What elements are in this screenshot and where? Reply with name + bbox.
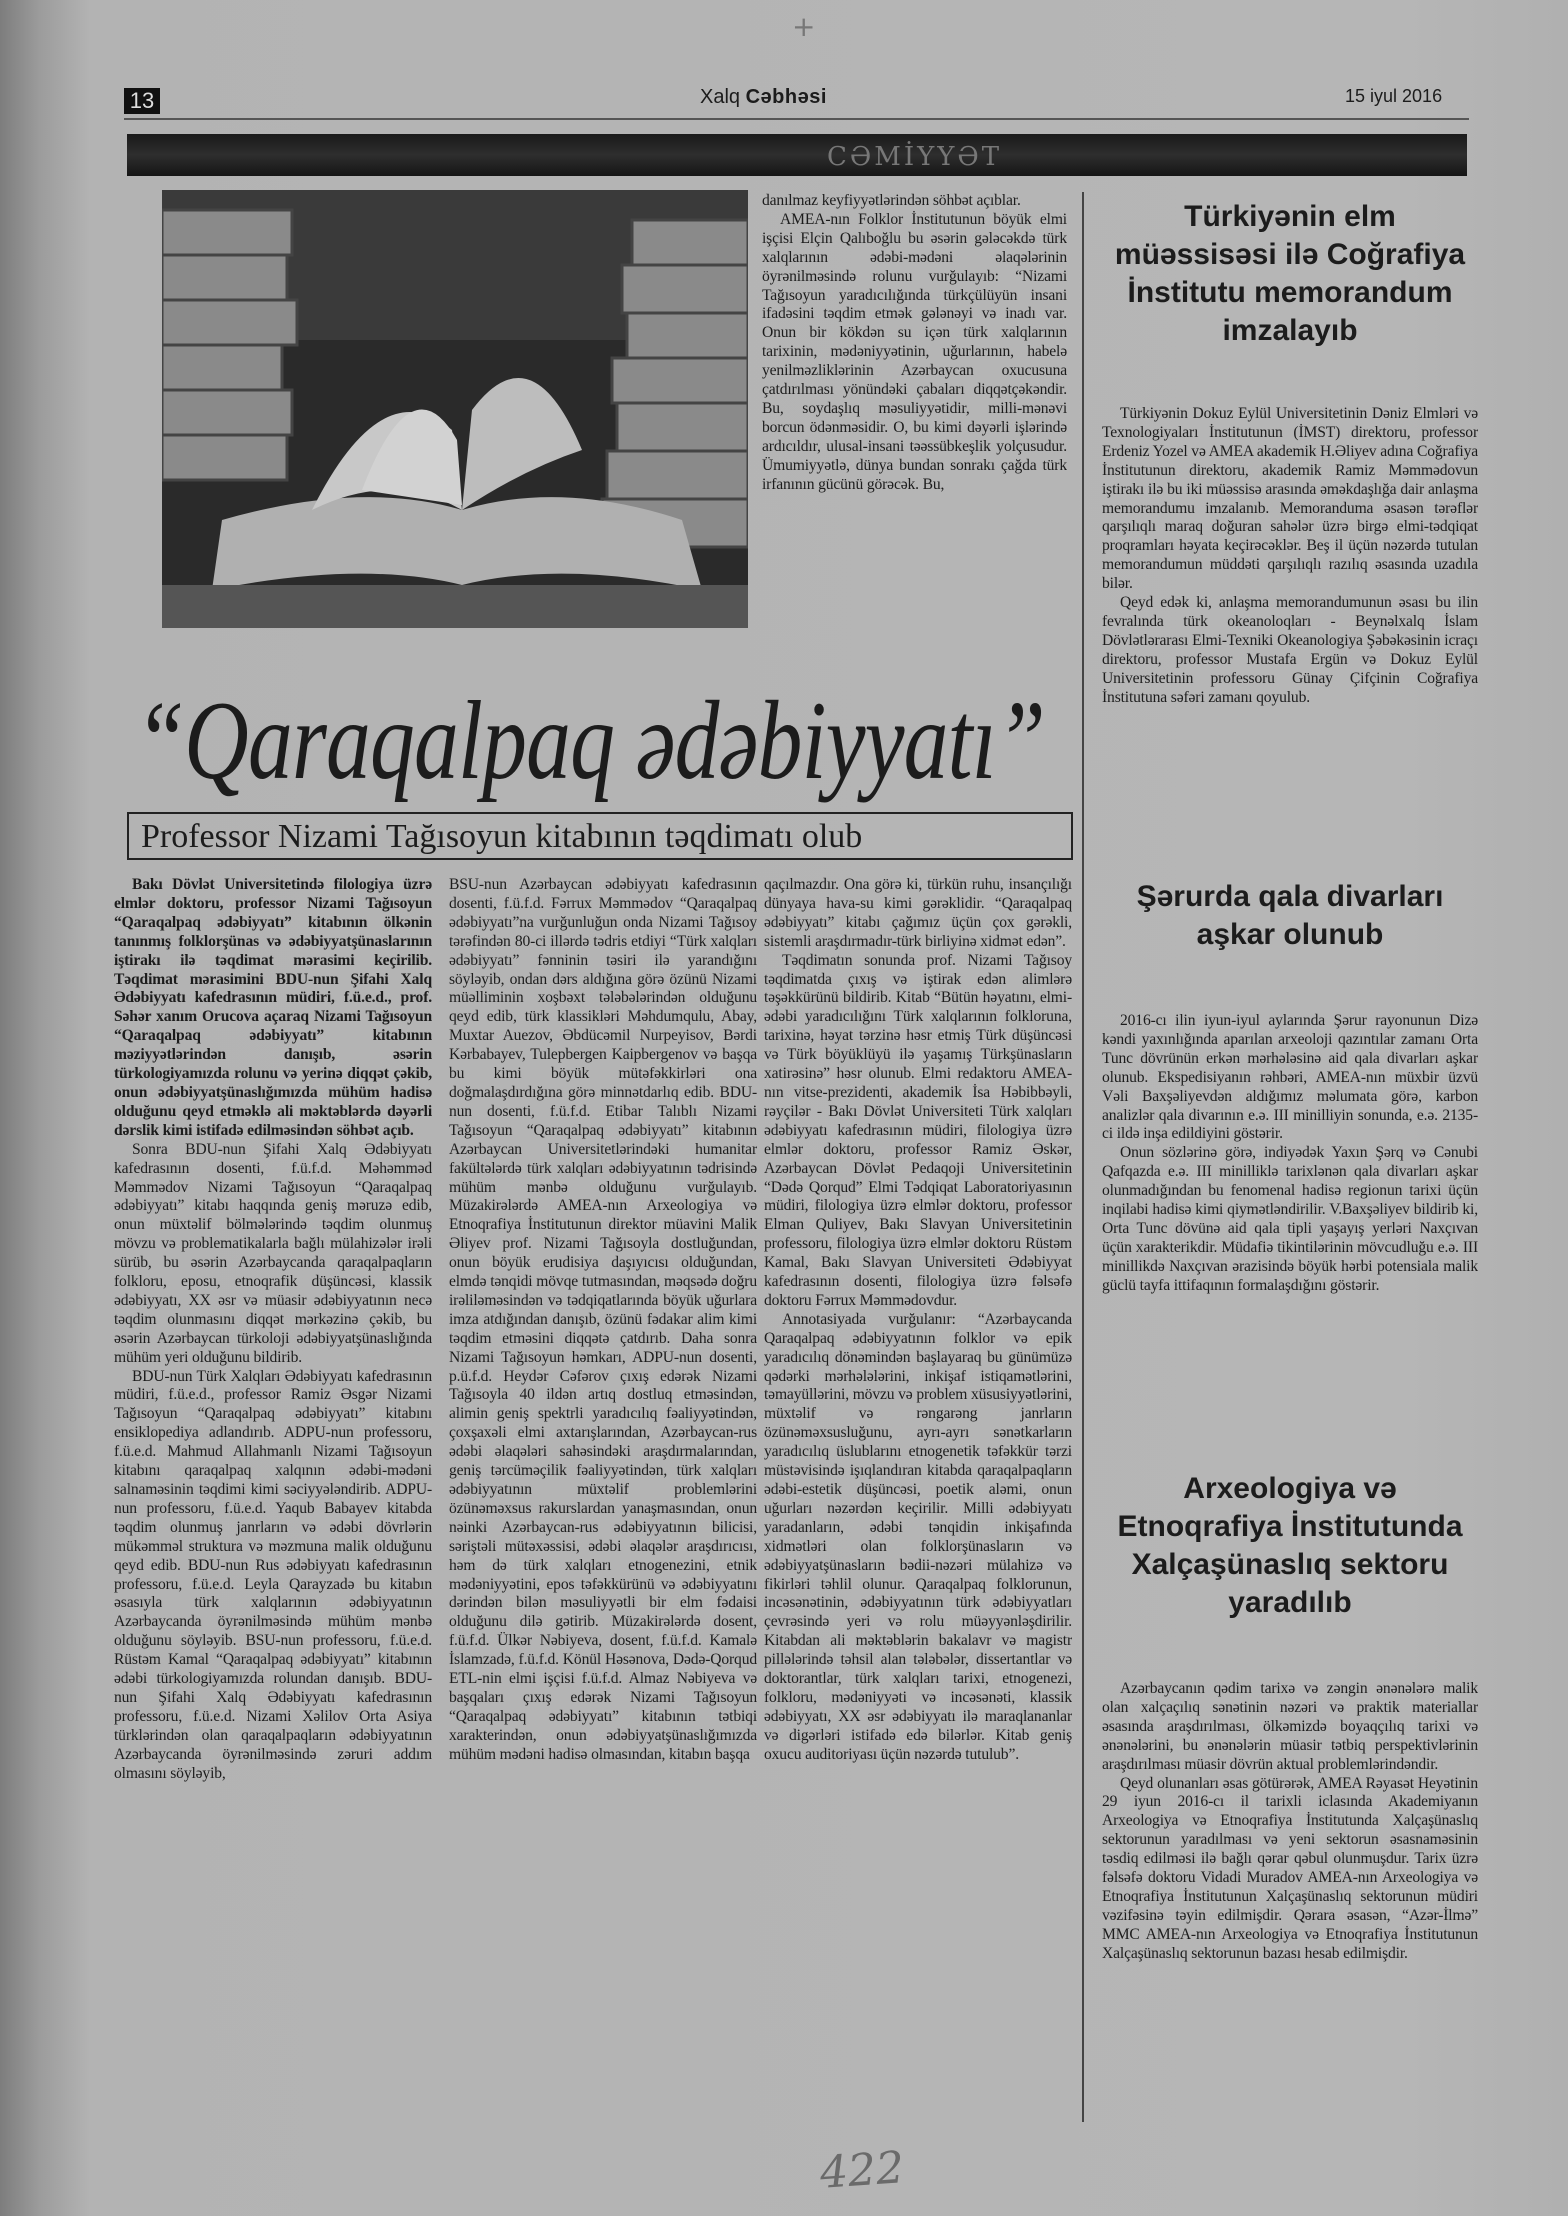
sidebar-article-3-body: [1102, 1680, 1478, 2125]
article-column-1: [114, 876, 432, 2126]
paragraph: Sonra BDU-nun Şifahi Xalq Ədəbiyyatı kafedrasının dosenti, f.ü.f.d. Məhəmməd Məmmədov Nizami Tağısoyun “Qaraqalpaq ədəbiyyatı” kitabı haqqında geniş məruzə edib, onun müxtəlif bölmələrində təqdim olunmuş mövzu və problematikalarla bağlı mülahizələr irəli sürüb, bu əsərin Azərbaycanda qaraqalpaqların folkloru, eposu, etnoqrafik düşüncəsi, klassik ədəbiyyatı, XX əsr və müasir ədəbiyyatının necə təqdim olunmasını diqqət mərkəzinə çəkib, bu əsərin Azərbaycan türkoloji ədəbiyyatşünaslığında mühüm yeri olduğunu bildirib.: [114, 1140, 432, 1366]
sidebar-article-2-body: [1102, 1012, 1478, 1457]
newspaper-name-first: Xalq: [700, 86, 741, 108]
section-band: [127, 134, 1467, 176]
paragraph: Annotasiyada vurğulanır: “Azərbaycanda Qaraqalpaq ədəbiyyatının folklor və epik yaradıcılıq dönəmindən başlayaraq bu günümüzə qədərki mərhələlərini, inkişaf istiqamətlərini, təmayüllərini, mövzu və problem xüsusiyyətlərini, müxtəlif və rəngarəng janrların özünəməxsusluğunu, ayrı-ayrı sənətkarların yaradıcılıq üslublarını etnogenetik təfəkkür tərzi müstəvisində işıqlandıran kitabda qaraqalpaqların ədəbi-estetik düşüncəsi, poetik aləmi, onun uğurları nəzərdən keçirilir. Milli ədəbiyyatı yaradanların, ədəbi tənqidin inkişafında xidmətləri olan folklorşünasların və ədəbiyyatşünasların bədii-nəzəri mülahizə və fikirləri təhlil olunur. Qaraqalpaq folklorunun, incəsənətinin, ədəbiyyatının türk ədəbiyyatları çevrəsində yeri və rolu müəyyənləşdirilir. Kitabdan ali məktəblərin bakalavr və magistr pillələrində təhsil alan tələbələr, dissertantlar və doktorantlar, türk xalqları tarixi, etnogenezi, folkloru, mədəniyyəti və incəsənəti, klassik ədəbiyyatı, XX əsr ədəbiyyatı ilə maraqlananlar və digərləri istifadə edə bilərlər. Kitab geniş oxucu auditoriyası üçün nəzərdə tutulub”.: [764, 1310, 1072, 1763]
paragraph: Azərbaycanın qədim tarixə və zəngin ənənələrə malik olan xalçaçılıq sənətinin nəzəri və praktik materiallar əsasında araşdırılması, ölkəmizdə boyaqçılıq tarixi və ənənələrini, bu ənənələrin müasir tətbiq perspektivlərinin araşdırılması müasir dövrün aktual problemlərindəndir.: [1102, 1680, 1478, 1773]
article-subheadline-box: [127, 812, 1073, 860]
paragraph: Türkiyənin Dokuz Eylül Universitetinin Dəniz Elmləri və Texnologiyaları İnstitutunun (İMST) direktoru, professor Erdeniz Yozel və AMEA akademik H.Əliyev adına Coğrafiya İnstitutunun direktoru, akademik Ramiz Məmmədovun iştirakı ilə bu iki müəssisə arasında əməkdaşlığa dair anlaşma memorandumu imzalanıb. Memoranduma əsasən tərəflər qarşılıqlı maraq doğuran sahələr üzrə birgə elmi-tədqiqat proqramları həyata keçirəcəklər. Beş il üçün nəzərdə tutulan memorandumun müddəti qarşılıqlı razılıq əsasında uzadıla bilər.: [1102, 405, 1478, 593]
newspaper-name-second: Cəbhəsi: [745, 86, 827, 108]
paragraph: BSU-nun Azərbaycan ədəbiyyatı kafedrasının dosenti, f.ü.f.d. Fərrux Məmmədov “Qaraqalpaq ədəbiyyatı”na vurğunluğun onda Nizami Tağısoy tərəfindən 80-ci illərdə tədris etdiyi “Türk xalqları ədəbiyyatı” fənninin təsiri ilə yarandığını söyləyib, ondan dərs aldığına görə özünü Nizami müəlliminin xoşbəxt tələbələrindən olduğunu qeyd edib, türk klassikləri Məhdumqulu, Abay, Muxtar Auezov, Əbdücəmil Nurpeyisov, Bərdi Kərbabayev, Tulepbergen Kaipbergenov və başqa bu kimi böyük mütəfəkkirləri ona doğmalaşdırdığına görə minnətdarlıq edib. BDU-nun dosenti, f.ü.f.d. Etibar Talıblı Nizami Tağısoyun “Qaraqalpaq ədəbiyyatı” kitabının Azərbaycan Universitetlərindəki humanitar fakültələrdə türk xalqları ədəbiyyatının tədrisində mühüm mənbə olduğunu vurğulayıb. Müzakirələrdə AMEA-nın Arxeologiya və Etnoqrafiya İnstitutunun direktor müavini Malik Əliyev prof. Nizami Tağısoyla dostluğundan, onun böyük erudisiya daşıyıcısı olduğundan, elmdə tənqidi mövqe tutmasından, məqsədə doğru irəliləməsindən və tədqiqatlarında böyük uğurlara imza atdığından danışıb, özünü fədakar alim kimi təqdim etməsini diqqətə çatdırıb. Daha sonra Nizami Tağısoyun həmkarı, ADPU-nun dosenti, p.ü.f.d. Heydər Cəfərov çıxış edərək Nizami Tağısoyla 40 ildən artıq dostluq etməsindən, alimin geniş spektrli yaradıcılıq fəaliyyətindən, çoxşaxəli elmi axtarışlarından, Azərbaycan-rus ədəbi əlaqələri sahəsindəki araşdırmalarından, geniş tərcüməçilik fəaliyyətindən, türk xalqları ədəbiyyatının müxtəlif problemlərini özünəməxsus rakurslardan yanaşmasından, onun nəinki Azərbaycan-rus ədəbiyyatının bilicisi, səriştəli mütəxəssisi, ədəbi əlaqələr araşdırıcısı, həm də türk xalqları etnogenezini, etnik mədəniyyətini, epos təfəkkürünü və ədəbiyyatını dərindən bilən məsuliyyətli bir elm fədaisi olduğunu dilə gətirib. Müzakirələrdə dosent, f.ü.f.d. Ülkər Nəbiyeva, dosent, f.ü.f.d. Kamalə İslamzadə, f.ü.f.d. Könül Həsənova, Dədə-Qorqud ETL-nin elmi işçisi f.ü.f.d. Almaz Nəbiyeva və başqaları çıxış edərək Nizami Tağısoyun “Qaraqalpaq ədəbiyyatı” kitabının tətbiqi xarakterindən, onun ədəbiyyatşünaslığımızda mühüm mədəni hadisə olmasından, kitabın başqa: [449, 876, 757, 1763]
column-divider: [1082, 192, 1084, 2122]
issue-date: 15 iyul 2016: [1345, 86, 1443, 106]
page-number: 13: [124, 88, 160, 114]
article-subheadline: Professor Nizami Tağısoyun kitabının təqdimatı olub: [141, 818, 863, 855]
paragraph: BDU-nun Türk Xalqları Ədəbiyyatı kafedrasının müdiri, f.ü.e.d., professor Ramiz Əsgər Nizami Tağısoyun “Qaraqalpaq ədəbiyyatı” kitabını ensiklopediya adlandırıb. ADPU-nun professoru, f.ü.e.d. Mahmud Allahmanlı Nizami Tağısoyun kitabını qaraqalpaq xalqının ədəbi-mədəni salnaməsinin təqdimi kimi səciyyələndirib. ADPU-nun professoru, f.ü.e.d. Yaqub Babayev kitabda təqdim olunmuş janrların və ədəbi dövrlərin mükəmməl struktura və məzmuna malik olduğunu qeyd edib. BDU-nun Rus ədəbiyyatı kafedrasının professoru, f.ü.e.d. Leyla Qarayzadə bu kitabın əsasıyla türk xalqlarının ədəbiyyatının Azərbaycanda öyrənilməsində mühüm mənbə olduğunu söyləyib. BSU-nun professoru, f.ü.e.d. Rüstəm Kamal “Qaraqalpaq ədəbiyyatı” kitabının ədəbi türkologiyamızda rolundan danışıb. BDU-nun Şifahi Xalq Ədəbiyyatı kafedrasının professoru, f.ü.e.d. Nizami Xəlilov Orta Asiya türklərindən olan qaraqalpaqların ədəbiyyatının Azərbaycanda öyrənilməsində zəruri addım olmasını söyləyib,: [114, 1367, 432, 1782]
paragraph: danılmaz keyfiyyətlərindən söhbət açıblar.: [762, 192, 1021, 209]
newspaper-name: [700, 86, 827, 109]
sidebar-article-1-body: [1102, 405, 1478, 865]
article-column-2: [449, 876, 757, 2126]
article-photo-books: [162, 190, 748, 628]
article-headline: “Qaraqalpaq ədəbiyyatı”: [135, 679, 1045, 803]
sidebar-article-1-title: Türkiyənin elm müəssisəsi ilə Coğrafiya İnstitutu memorandum imzalayıb: [1114, 200, 1466, 347]
paragraph: Onun sözlərinə görə, indiyədək Yaxın Şərq və Cənubi Qafqazda e.ə. III minilliklə tarixlənən qala divarları aşkar olunmadığından bu fenomenal hadisə regionun tarixi üçün inqilabi hadisə kimi qiymətləndirilir. V.Baxşəliyev bildirib ki, Orta Tunc dövünə aid qala tipli yaşayış yerləri Naxçıvan üçün xarakterikdir. Müdafiə tikintilərinin mövcudluğu e.ə. III minillikdə Naxçıvan ərazisində böyük hərbi potensiala malik güclü tayfa ittifaqının formalaşdığını göstərir.: [1102, 1144, 1478, 1294]
paragraph: Qeyd edək ki, anlaşma memorandumunun əsası bu ilin fevralında türk okeanoloqları - Beynəlxalq İslam Dövlətlərarası Elmi-Texniki Okeanologiya Şəbəkəsinin icraçı direktoru, professor Mustafa Ergün və Dokuz Eylül Universitetinin professoru Günay Çifçinin Coğrafiya İnstitutuna səfəri zamanı qoyulub.: [1102, 594, 1478, 706]
registration-mark: +: [792, 10, 816, 43]
paragraph: Təqdimatın sonunda prof. Nizami Tağısoy təqdimatda çıxış və iştirak edən alimlərə təşəkkürünü bildirib. Kitab “Bütün həyatını, elmi-ədəbi yaradıcılığını Türk xalqlarının folkloruna, tarixinə, həyat tərzinə həsr etmiş Türk düşüncəsi və Türk böyüklüyü ilə yaşamış Türkşünasların xatirəsinə” həsr olunub. Elmi redaktoru AMEA-nın vitse-prezidenti, akademik İsa Həbibbəyli, rəyçilər - Bakı Dövlət Universiteti Türk xalqları ədəbiyyatı kafedrasının müdiri, filologiya üzrə elmlər doktoru, professor Ramiz Əskər, Azərbaycan Dövlət Pedaqoji Universitetinin “Dədə Qorqud” Elmi Tədqiqat Laboratoriyasının müdiri, filologiya üzrə elmlər doktoru, professor Elman Quliyev, Bakı Slavyan Universitetinin professoru, filologiya üzrə elmlər doktoru Rüstəm Kamal, Bakı Slavyan Universiteti Ədəbiyyat kafedrasının dosenti, filologiya üzrə fəlsəfə doktoru Fərrux Məmmədovdur.: [764, 951, 1072, 1309]
paragraph: 2016-cı ilin iyun-iyul aylarında Şərur rayonunun Dizə kəndi yaxınlığında aparılan arxeoloji qazıntılar zamanı Orta Tunc dövrünün erkən mərhələsinə aid qala divarları aşkar olunub. Ekspedisiyanın rəhbəri, AMEA-nın müxbir üzvü Vəli Baxşəliyevdən aldığımız məlumata görə, karbon analizlər qala divarının e.ə. III minilliyin sonunda, e.ə. 2135-ci ildə inşa edildiyini göstərir.: [1102, 1012, 1478, 1143]
paragraph: Qeyd olunanları əsas götürərək, AMEA Rəyasət Heyətinin 29 iyun 2016-cı il tarixli iclasında Akademiyanın Arxeologiya və Etnoqrafiya İnstitutunda Xalçaşünaslıq sektorunun yaradılması və yeni sektorun əsasnaməsinin təsdiq edilməsi ilə bağlı qərar qəbul olunmuşdur. Tarix üzrə fəlsəfə doktoru Vidadi Muradov AMEA-nın Arxeologiya və Etnoqrafiya İnstitutunun Xalçaşünaslıq sektorunun müdiri vəzifəsinə təyin edilmişdir. Qərara əsasən, “Azər-İlmə” MMC AMEA-nın Arxeologiya və Etnoqrafiya İnstitutunun Xalçaşünaslıq sektorunun bazası hesab edilmişdir.: [1102, 1774, 1478, 1962]
handwritten-note: 422: [818, 2142, 906, 2199]
section-title: CƏMİYYƏT: [827, 142, 1003, 172]
sidebar-article-3-title: Arxeologiya və Etnoqrafiya İnstitutunda Xalçaşünaslıq sektoru yaradılıb: [1117, 1472, 1463, 1619]
sidebar-article-2-title: Şərurda qala divarları aşkar olunub: [1136, 880, 1444, 951]
header-divider: [124, 118, 1469, 120]
lead-paragraph: Bakı Dövlət Universitetində filologiya üzrə elmlər doktoru, professor Nizami Tağısoyun “Qaraqalpaq ədəbiyyatı” kitabının ölkənin tanınmış folklorşünas və ədəbiyyatşünaslarının iştirakı ilə təqdimat mərasimi keçirilib. Təqdimat mərasimini BDU-nun Şifahi Xalq Ədəbiyyatı kafedrasının müdiri, f.ü.e.d., prof. Səhər xanım Orucova açaraq Nizami Tağısoyun “Qaraqalpaq ədəbiyyatı” kitabının məziyyətlərindən danışıb, əsərin türkologiyamızda rolunu və yerinə diqqət çəkib, onun ədəbiyyatşünaslığımızda mühüm hadisə olduğunu qeyd etməklə ali məktəblərdə dəyərli dərslik kimi istifadə edilməsindən söhbət açıb.: [114, 876, 432, 1139]
article-text-column-top: [762, 192, 1067, 664]
paragraph: qaçılmazdır. Ona görə ki, türkün ruhu, insançılığı dünyaya hava-su kimi gərəklidir. “Qaraqalpaq ədəbiyyatı” kitabı çağımız üçün çox gərəkli, sistemli araşdırmadır-türk birliyinə xidmət edən”.: [764, 876, 1072, 950]
article-column-3: [764, 876, 1072, 2126]
paragraph: AMEA-nın Folklor İnstitutunun böyük elmi işçisi Elçin Qalıboğlu bu əsərin gələcəkdə türk xalqlarının ədəbi-mədəni əlaqələrinin öyrənilməsində rolunu vurğulayıb: “Nizami Tağısoyun yaradıcılığında türkçülüyün insani ifadəsini təqdim etmək gələnəyi və inadı var. Onun bir kökdən su içən türk xalqlarının tarixinin, mədəniyyətinin, uğurlarının, habelə yenilməzliklərinin Azərbaycan oxucusuna çatdırılması yönündəki çabaları diqqətçəkəndir. Bu, soydaşlıq məsuliyyətidir, milli-mənəvi borcun ödənməsidir. O, bu kimi dəyərli işlərində ardıcıldır, ulusal-insani təəssübkeşlik yolçusudur. Ümumiyyətlə, dünya bundan sonrakı çağda türk irfanının gücünü görəcək. Bu,: [762, 210, 1067, 493]
